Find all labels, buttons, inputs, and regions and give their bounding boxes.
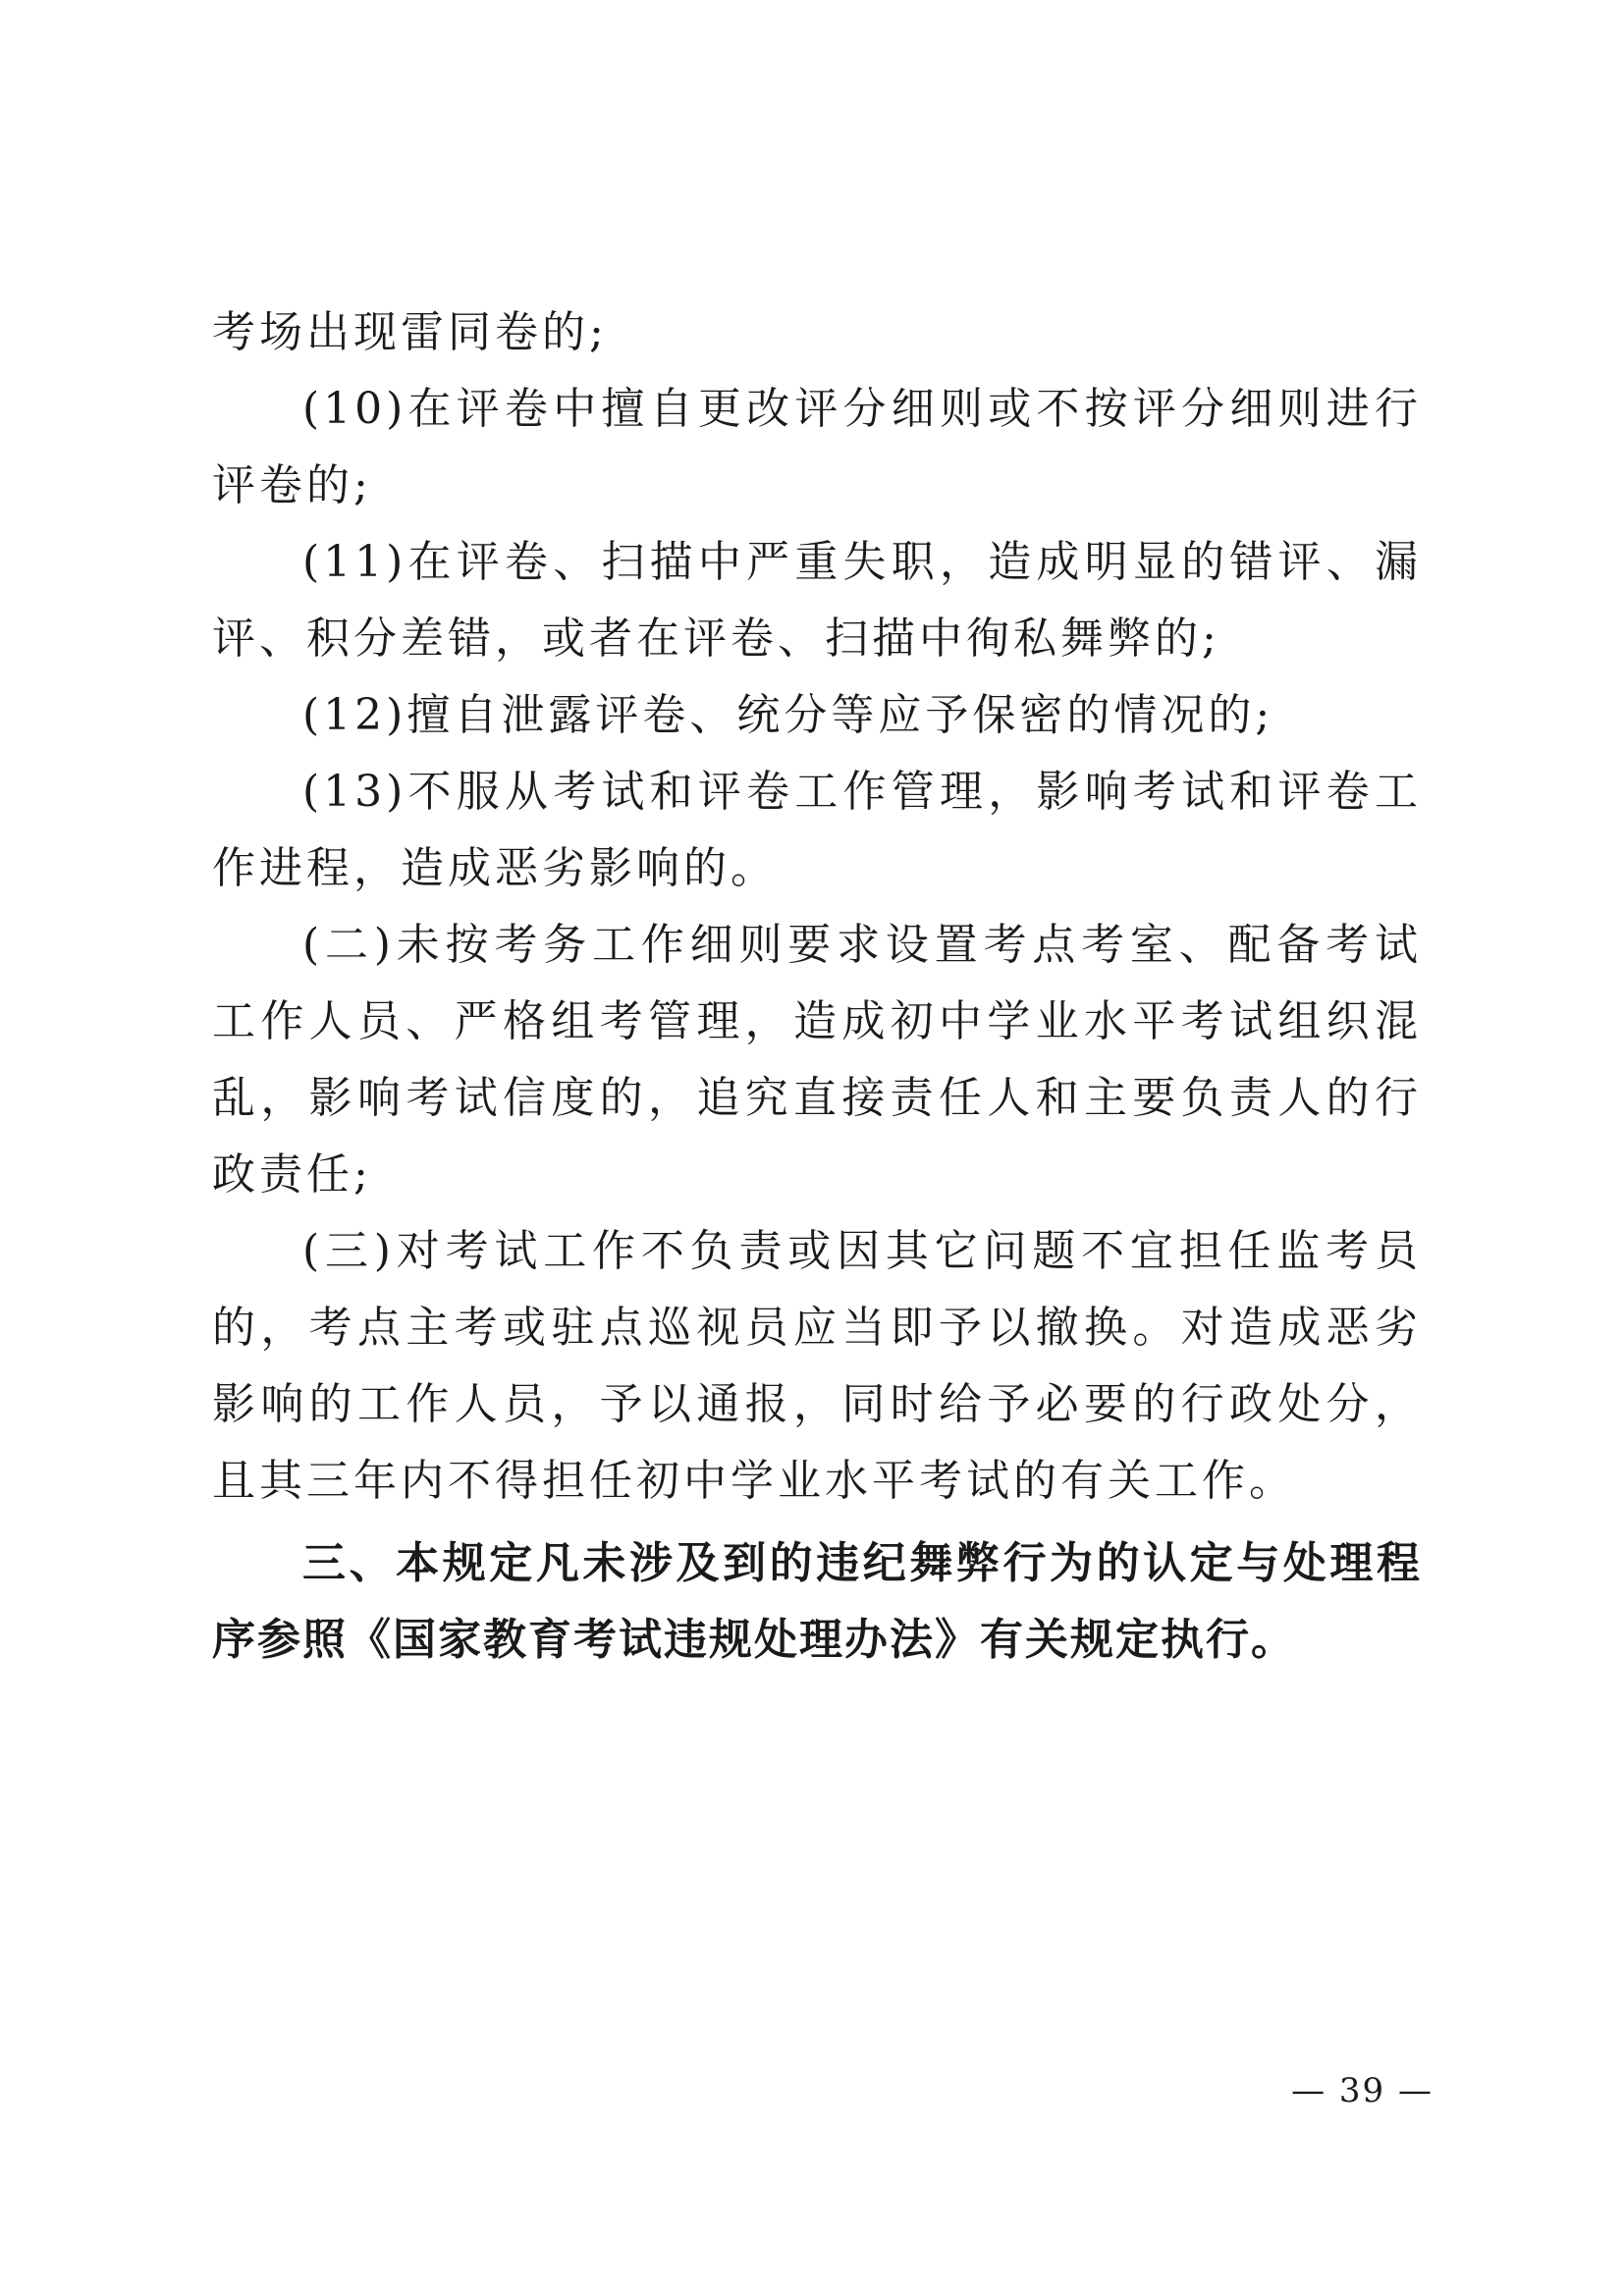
- paragraph-article-3-heading: 三、本规定凡未涉及到的违纪舞弊行为的认定与处理程序参照《国家教育考试违规处理办法》有关规定执行。: [212, 1538, 1422, 1665]
- page-number: — 39 —: [1291, 2071, 1434, 2110]
- paragraph-item-12: (12)擅自泄露评卷、统分等应予保密的情况的;: [302, 690, 1274, 740]
- paragraph-item-10: (10)在评卷中擅自更改评分细则或不按评分细则进行评卷的;: [212, 384, 1422, 510]
- document-body: [212, 294, 1422, 1679]
- paragraph-continuation: 考场出现雷同卷的;: [212, 307, 608, 357]
- paragraph-section-2: (二)未按考务工作细则要求设置考点考室、配备考试工作人员、严格组考管理，造成初中学业水平考试组织混乱，影响考试信度的，追究直接责任人和主要负责人的行政责任;: [212, 920, 1422, 1200]
- paragraph-item-13: (13)不服从考试和评卷工作管理，影响考试和评卷工作进程，造成恶劣影响的。: [212, 767, 1422, 893]
- paragraph-item-11: (11)在评卷、扫描中严重失职，造成明显的错评、漏评、积分差错，或者在评卷、扫描中徇私舞弊的;: [212, 537, 1422, 664]
- paragraph-section-3: (三)对考试工作不负责或因其它问题不宜担任监考员的，考点主考或驻点巡视员应当即予以撤换。对造成恶劣影响的工作人员，予以通报，同时给予必要的行政处分，且其三年内不得担任初中学业水平考试的有关工作。: [212, 1226, 1422, 1506]
